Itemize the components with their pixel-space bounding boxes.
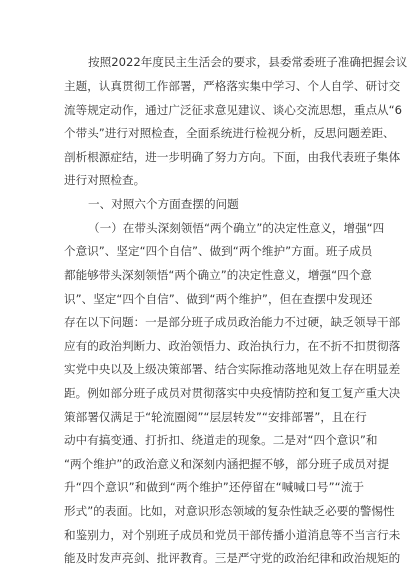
section-heading: 一、对照六个方面查摆的问题 (88, 197, 239, 211)
text-line: 实党中央以及上级决策部署、结合实际推动落地见效上存在明显差 (64, 362, 401, 376)
text-line: （一）在带头深刻领悟“两个确立”的决定性意义，增强“四 (88, 221, 385, 235)
text-line: 升“四个意识”和做到“两个维护”还停留在“喊喊口号”“流于 (64, 480, 364, 494)
text-line: 主题，认真贯彻工作部署，严格落实集中学习、个人自学、研讨交 (64, 79, 401, 93)
text-line: 都能够带头深刻领悟“两个确立”的决定性意义，增强“四个意 (64, 268, 372, 282)
text-line: 策部署仅满足于“轮流圈阅”“层层转发”“安排部署”，且在行 (64, 410, 367, 424)
text-line: 识”、坚定“四个自信”、做到“两个维护”，但在查摆中发现还 (64, 292, 373, 306)
text-line: 应有的政治判断力、政治领悟力、政治执行力，在不折不扣贯彻落 (64, 339, 401, 353)
text-line: 能及时发声亮剑、批评教育。三是严守党的政治纪律和政治规矩的 (64, 551, 401, 565)
text-line: 剖析根源症结，进一步明确了努力方向。下面，由我代表班子集体 (64, 150, 401, 164)
text-line: 进行对照检查。 (64, 173, 146, 187)
text-line: 距。例如部分班子成员对贯彻落实中央疫情防控和复工复产重大决 (64, 386, 401, 400)
text-line: 动中有搞变通、打折扣、绕道走的现象。二是对“四个意识”和 (64, 433, 378, 447)
text-line: 流等规定动作，通过广泛征求意见建议、谈心交流思想，重点从“6 (64, 103, 403, 117)
text-line: 形式”的表面。比如，对意识形态领域的复杂性缺乏必要的警惕性 (64, 504, 395, 518)
text-line: “两个维护”的政治意义和深刻内涵把握不够，部分班子成员对提 (64, 457, 390, 471)
text-line: 个意识”、坚定“四个自信”、做到“两个维护”方面。班子成员 (64, 244, 373, 258)
text-line: 存在以下问题：一是部分班子成员政治能力不过硬，缺乏领导干部 (64, 315, 401, 329)
text-line: 按照2022年度民主生活会的要求，县委常委班子准确把握会议 (88, 55, 408, 69)
text-line: 个带头”进行对照检查，全面系统进行检视分析，反思问题差距、 (64, 126, 395, 140)
text-line: 和鉴别力，对个别班子成员和党员干部传播小道消息等不当言行未 (64, 528, 401, 542)
